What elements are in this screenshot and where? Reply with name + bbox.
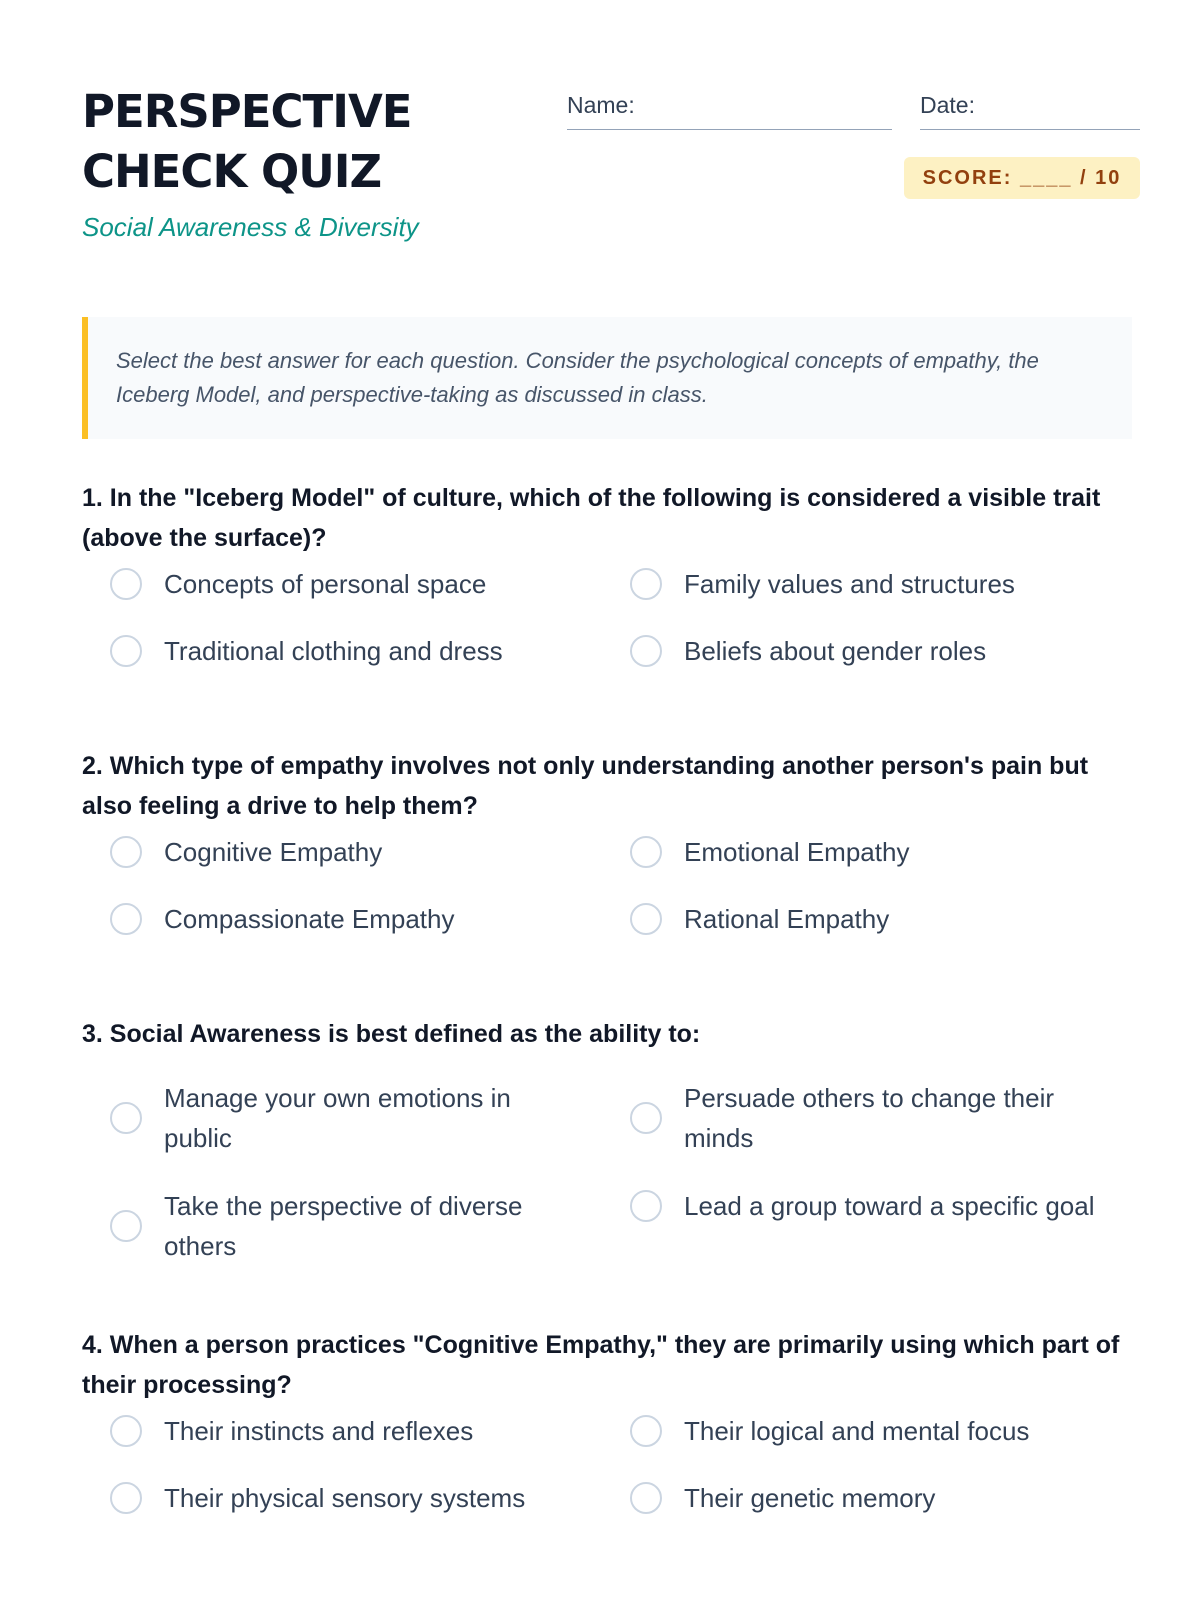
option-label: Their physical sensory systems [164,1483,526,1513]
option-label: Their logical and mental focus [684,1416,1030,1446]
option-3c[interactable] [110,1186,590,1266]
page-subtitle: Social Awareness & Diversity [82,212,419,242]
option-label: Manage your own emotions in public [164,1083,511,1153]
radio-button[interactable] [110,836,142,868]
radio-button[interactable] [630,635,662,667]
option-4d[interactable] [630,1478,1110,1518]
option-2c[interactable] [110,899,590,939]
name-label: Name: [567,92,635,118]
question-text: 1. In the "Iceberg Model" of culture, which of the following is considered a visible trait (above the surface)? [82,484,1101,552]
option-1c[interactable] [110,631,590,671]
radio-button[interactable] [630,1482,662,1514]
option-4a[interactable] [110,1411,590,1451]
name-field[interactable] [567,92,892,130]
option-3b[interactable] [630,1078,1110,1158]
radio-button[interactable] [110,1415,142,1447]
question-3 [82,1014,1142,1261]
radio-button[interactable] [630,1102,662,1134]
radio-button[interactable] [110,1102,142,1134]
option-1b[interactable] [630,564,1110,604]
date-field[interactable] [920,92,1140,130]
question-text: 4. When a person practices "Cognitive Empathy," they are primarily using which part of their processing? [82,1331,1120,1399]
option-2d[interactable] [630,899,1110,939]
option-1d[interactable] [630,631,1110,671]
title-line-1: PERSPECTIVE [82,85,412,138]
option-label: Take the perspective of diverse others [164,1191,523,1261]
title-line-2: CHECK QUIZ [82,145,382,198]
instructions-box: Select the best answer for each question. Consider the psychological concepts of empathy, the Iceberg Model, and perspective-taking as discussed in class. [82,317,1132,439]
option-2a[interactable] [110,832,590,872]
option-3a[interactable] [110,1078,590,1158]
option-label: Emotional Empathy [684,837,910,867]
radio-button[interactable] [110,903,142,935]
option-label: Rational Empathy [684,904,890,934]
option-label: Cognitive Empathy [164,837,383,867]
radio-button[interactable] [110,1482,142,1514]
radio-button[interactable] [630,903,662,935]
option-label: Lead a group toward a specific goal [684,1191,1095,1221]
question-1 [82,478,1142,666]
option-label: Concepts of personal space [164,569,487,599]
radio-button[interactable] [630,1190,662,1222]
question-2 [82,746,1142,934]
question-4 [82,1325,1142,1513]
option-label: Their genetic memory [684,1483,936,1513]
worksheet-header [82,80,1132,260]
page-title [82,82,522,202]
option-2b[interactable] [630,832,1110,872]
question-text: 2. Which type of empathy involves not only understanding another person's pain but also feeling a drive to help them? [82,752,1089,820]
option-4b[interactable] [630,1411,1110,1451]
radio-button[interactable] [630,836,662,868]
question-text: 3. Social Awareness is best defined as the ability to: [82,1020,701,1048]
radio-button[interactable] [110,1210,142,1242]
option-3d[interactable] [630,1186,1110,1226]
radio-button[interactable] [630,568,662,600]
option-1a[interactable] [110,564,590,604]
radio-button[interactable] [630,1415,662,1447]
option-label: Their instincts and reflexes [164,1416,474,1446]
option-label: Family values and structures [684,569,1015,599]
radio-button[interactable] [110,568,142,600]
score-badge: SCORE: ____ / 10 [904,157,1140,199]
date-label: Date: [920,92,975,118]
radio-button[interactable] [110,635,142,667]
option-4c[interactable] [110,1478,590,1518]
option-label: Persuade others to change their minds [684,1083,1055,1153]
option-label: Compassionate Empathy [164,904,455,934]
option-label: Beliefs about gender roles [684,636,987,666]
option-label: Traditional clothing and dress [164,636,503,666]
